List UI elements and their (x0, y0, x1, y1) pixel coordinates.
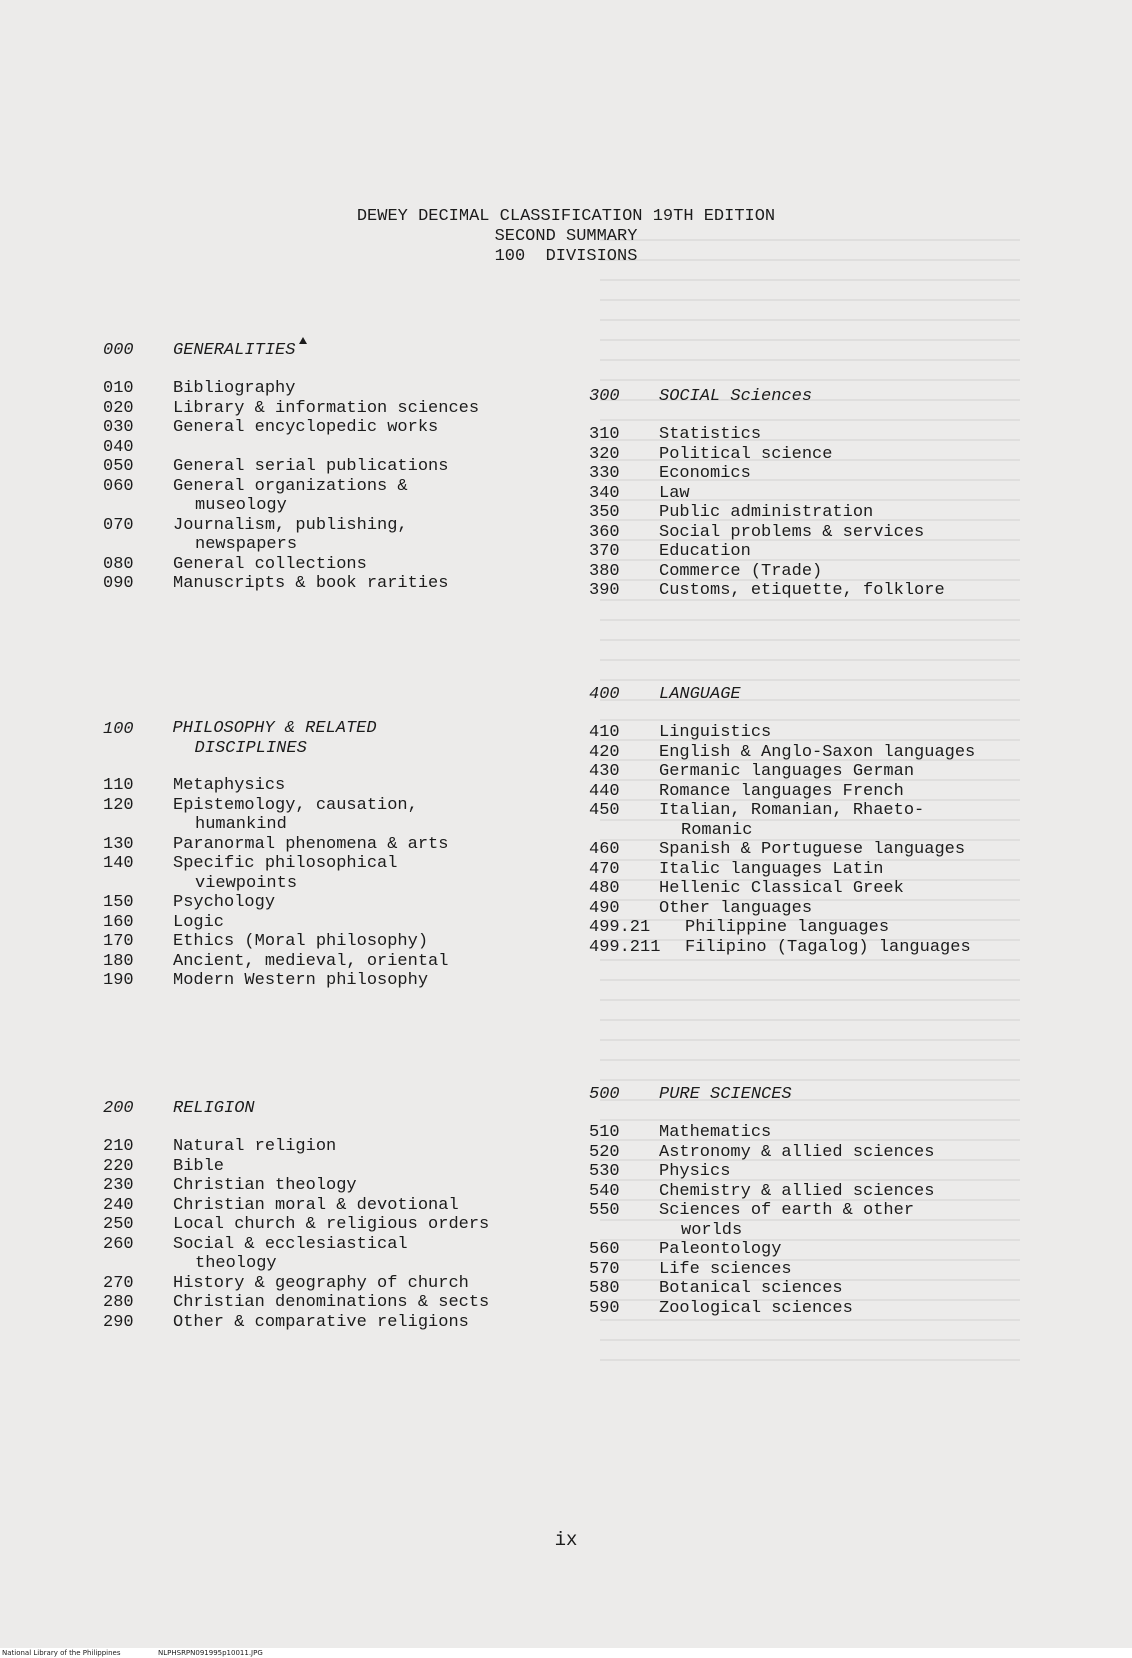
entry-code: 110 (103, 776, 134, 795)
entry-label: Italic languages Latin (659, 859, 884, 879)
classification-entry (589, 581, 1059, 601)
entry-label: Epistemology, causation, humankind (173, 795, 418, 834)
scan-footer (0, 1648, 1132, 1658)
entry-code: 070 (103, 515, 134, 535)
entry-label: Customs, etiquette, folklore (659, 581, 945, 600)
classification-entry (103, 893, 573, 913)
section-400 (589, 684, 1059, 957)
section-code: 500 (589, 1085, 620, 1104)
entry-code: 240 (103, 1195, 134, 1215)
classification-entry (589, 840, 1059, 860)
page-number: ix (554, 1529, 578, 1551)
entry-code: 030 (103, 418, 134, 437)
entry-label: Metaphysics (173, 776, 286, 795)
section-name: RELIGION (173, 1099, 255, 1118)
classification-entry (589, 503, 1059, 523)
section-code: 300 (589, 387, 620, 406)
entry-label: Germanic languages German (659, 762, 915, 781)
section-name: LANGUAGE (659, 685, 741, 704)
classification-entry (589, 723, 1059, 743)
classification-entry (589, 1201, 1059, 1240)
entry-label: Specific philosophical viewpoints (173, 854, 398, 893)
entry-label (173, 438, 495, 458)
entry-label: Manuscripts & book rarities (173, 574, 449, 593)
entry-code: 260 (103, 1234, 134, 1254)
section-heading (589, 684, 919, 706)
section-heading (589, 1084, 919, 1106)
section-code: 100 (103, 720, 134, 739)
entry-code: 190 (103, 971, 134, 990)
classification-entry (589, 938, 1059, 958)
section-100 (103, 719, 573, 991)
entry-code: 170 (103, 932, 134, 951)
entry-label: Christian moral & devotional (173, 1195, 459, 1215)
classification-entry (589, 445, 1059, 465)
entry-code: 499.21 (589, 918, 651, 937)
entry-label: General serial publications (173, 457, 449, 476)
entry-label: Mathematics (659, 1123, 772, 1142)
entry-code: 310 (589, 425, 620, 444)
section-200 (103, 1098, 573, 1332)
entry-label: Sciences of earth & other worlds (659, 1201, 915, 1240)
entry-code: 050 (103, 457, 134, 476)
classification-entry (103, 418, 573, 438)
entry-label: Chemistry & allied sciences (659, 1181, 935, 1201)
entry-label: Astronomy & allied sciences (659, 1142, 935, 1162)
entry-label: Library & information sciences (173, 398, 480, 418)
entry-label: Christian denominations & sects (173, 1293, 490, 1312)
classification-entry (103, 835, 573, 855)
classification-entry (589, 1143, 1059, 1163)
classification-entry (589, 1279, 1059, 1299)
entry-code: 060 (103, 476, 134, 496)
classification-entry (103, 379, 573, 399)
entry-code: 120 (103, 795, 134, 815)
entry-label: General collections (173, 554, 367, 574)
entry-code: 510 (589, 1123, 620, 1142)
entry-label: Other languages (659, 898, 813, 918)
classification-entry (103, 457, 573, 477)
entry-code: 320 (589, 444, 620, 464)
entry-label: Natural religion (173, 1137, 337, 1156)
classification-entry (589, 1162, 1059, 1182)
section-heading (103, 719, 433, 759)
entry-label: Botanical sciences (659, 1279, 843, 1298)
entry-code: 550 (589, 1201, 620, 1220)
title-line-1: DEWEY DECIMAL CLASSIFICATION 19TH EDITION (356, 207, 776, 226)
entry-label: Other & comparative religions (173, 1312, 469, 1332)
classification-entry (103, 555, 573, 575)
entry-label: Philippine languages (685, 918, 890, 937)
entry-label: Local church & religious orders (173, 1215, 490, 1234)
classification-entry (103, 1293, 573, 1313)
entry-code: 360 (589, 522, 620, 542)
entry-label: Filipino (Tagalog) languages (685, 937, 971, 957)
entry-code: 560 (589, 1240, 620, 1259)
classification-entry (103, 932, 573, 952)
entry-label: Bible (173, 1156, 225, 1176)
entry-code: 270 (103, 1273, 134, 1293)
classification-entry (589, 899, 1059, 919)
entry-code: 330 (589, 464, 620, 483)
classification-entry (103, 399, 573, 419)
entry-label: Romance languages French (659, 781, 904, 801)
classification-entry (103, 796, 573, 835)
entry-label: Paleontology (659, 1240, 782, 1259)
entry-label: Statistics (659, 425, 762, 444)
entry-code: 590 (589, 1298, 620, 1318)
classification-entry (103, 1137, 573, 1157)
entry-label: Hellenic Classical Greek (659, 879, 904, 898)
entry-label: Spanish & Portuguese languages (659, 840, 966, 859)
entry-code: 220 (103, 1156, 134, 1176)
entry-code: 230 (103, 1176, 134, 1195)
classification-entry (589, 743, 1059, 763)
classification-entry (589, 523, 1059, 543)
entry-label: Linguistics (659, 723, 772, 742)
section-code: 400 (589, 685, 620, 704)
entry-code: 040 (103, 437, 134, 457)
entry-label: Christian theology (173, 1176, 357, 1195)
section-heading (103, 1098, 433, 1120)
section-name: PHILOSOPHY & RELATED DISCIPLINES (172, 719, 377, 758)
classification-entry (589, 484, 1059, 504)
entry-code: 090 (103, 574, 134, 593)
classification-entry (589, 762, 1059, 782)
entry-label: Italian, Romanian, Rhaeto-Romanic (659, 801, 925, 840)
page-title (0, 207, 1132, 267)
entry-code: 410 (589, 723, 620, 742)
section-code: 000 (103, 341, 134, 360)
section-heading (103, 340, 433, 362)
entry-label: Journalism, publishing, newspapers (173, 515, 408, 554)
entry-code: 380 (589, 561, 620, 581)
entry-code: 570 (589, 1259, 620, 1279)
entry-code: 080 (103, 554, 134, 574)
entry-code: 540 (589, 1181, 620, 1201)
section-name: SOCIAL Sciences (659, 387, 813, 406)
classification-entry (103, 477, 573, 516)
classification-entry (103, 776, 573, 796)
entry-label: Commerce (Trade) (659, 561, 823, 581)
classification-entry (103, 1235, 573, 1274)
classification-entry (589, 562, 1059, 582)
entry-code: 480 (589, 879, 620, 898)
entry-code: 290 (103, 1312, 134, 1332)
entry-label: Paranormal phenomena & arts (173, 834, 449, 854)
entry-code: 020 (103, 398, 134, 418)
classification-entry (589, 801, 1059, 840)
entry-label: Modern Western philosophy (173, 971, 429, 990)
footer-library: National Library of the Philippines (2, 1649, 121, 1657)
section-heading (589, 386, 919, 408)
entry-code: 440 (589, 781, 620, 801)
entry-code: 280 (103, 1293, 134, 1312)
entry-label: General organizations & museology (173, 476, 408, 515)
classification-entry (589, 464, 1059, 484)
entry-code: 520 (589, 1142, 620, 1162)
entry-label: Social problems & services (659, 522, 925, 542)
entry-code: 530 (589, 1162, 620, 1181)
footer-filename: NLPHSRPN091995p10011.JPG (158, 1649, 263, 1657)
classification-entry (103, 516, 573, 555)
section-000 (103, 340, 573, 594)
entry-label: Bibliography (173, 379, 296, 398)
classification-entry (103, 913, 573, 933)
classification-entry (589, 1299, 1059, 1319)
entry-code: 180 (103, 951, 134, 971)
entry-code: 160 (103, 912, 134, 932)
entry-label: English & Anglo-Saxon languages (659, 742, 976, 762)
entry-label: Ethics (Moral philosophy) (173, 932, 429, 951)
entry-label: Social & ecclesiastical theology (173, 1234, 408, 1273)
entry-code: 370 (589, 542, 620, 561)
entry-label: Logic (173, 912, 225, 932)
entry-label: Psychology (173, 893, 276, 912)
entry-code: 499.211 (589, 937, 661, 957)
title-line-2: SECOND SUMMARY (494, 227, 638, 246)
entry-code: 450 (589, 801, 620, 820)
classification-entry (589, 542, 1059, 562)
classification-entry (103, 1274, 573, 1294)
entry-code: 430 (589, 762, 620, 781)
classification-entry (589, 879, 1059, 899)
entry-code: 150 (103, 893, 134, 912)
classification-entry (103, 574, 573, 594)
entry-label: Zoological sciences (659, 1298, 853, 1318)
entry-code: 470 (589, 859, 620, 879)
classification-entry (589, 1182, 1059, 1202)
entry-code: 420 (589, 742, 620, 762)
entry-code: 010 (103, 379, 134, 398)
classification-entry (103, 1176, 573, 1196)
entry-label: Economics (659, 464, 751, 483)
title-line-3: 100 DIVISIONS (494, 247, 638, 266)
entry-code: 390 (589, 581, 620, 600)
classification-entry (589, 1240, 1059, 1260)
classification-entry (103, 952, 573, 972)
entry-code: 350 (589, 503, 620, 522)
entry-code: 460 (589, 840, 620, 859)
entry-code: 250 (103, 1215, 134, 1234)
entry-label: Life sciences (659, 1259, 792, 1279)
classification-entry (589, 918, 1059, 938)
section-300 (589, 386, 1059, 601)
classification-entry (103, 438, 573, 458)
section-name: PURE SCIENCES (659, 1085, 792, 1104)
classification-entry (589, 860, 1059, 880)
section-500 (589, 1084, 1059, 1318)
entry-code: 340 (589, 483, 620, 503)
classification-entry (589, 1260, 1059, 1280)
classification-entry (589, 1123, 1059, 1143)
classification-entry (103, 1157, 573, 1177)
classification-entry (589, 782, 1059, 802)
entry-code: 490 (589, 898, 620, 918)
entry-label: Public administration (659, 503, 874, 522)
entry-code: 140 (103, 854, 134, 873)
entry-label: Political science (659, 444, 833, 464)
entry-label: History & geography of church (173, 1273, 469, 1293)
entry-code: 210 (103, 1137, 134, 1156)
section-name: GENERALITIES (173, 341, 296, 360)
classification-entry (103, 1196, 573, 1216)
entry-label: General encyclopedic works (173, 418, 439, 437)
entry-code: 130 (103, 834, 134, 854)
classification-entry (589, 425, 1059, 445)
entry-label: Physics (659, 1162, 731, 1181)
section-code: 200 (103, 1099, 134, 1118)
classification-entry (103, 971, 573, 991)
classification-entry (103, 1313, 573, 1333)
classification-entry (103, 1215, 573, 1235)
entry-code: 580 (589, 1279, 620, 1298)
entry-label: Education (659, 542, 751, 561)
entry-label: Law (659, 483, 690, 503)
classification-entry (103, 854, 573, 893)
entry-label: Ancient, medieval, oriental (173, 951, 449, 971)
